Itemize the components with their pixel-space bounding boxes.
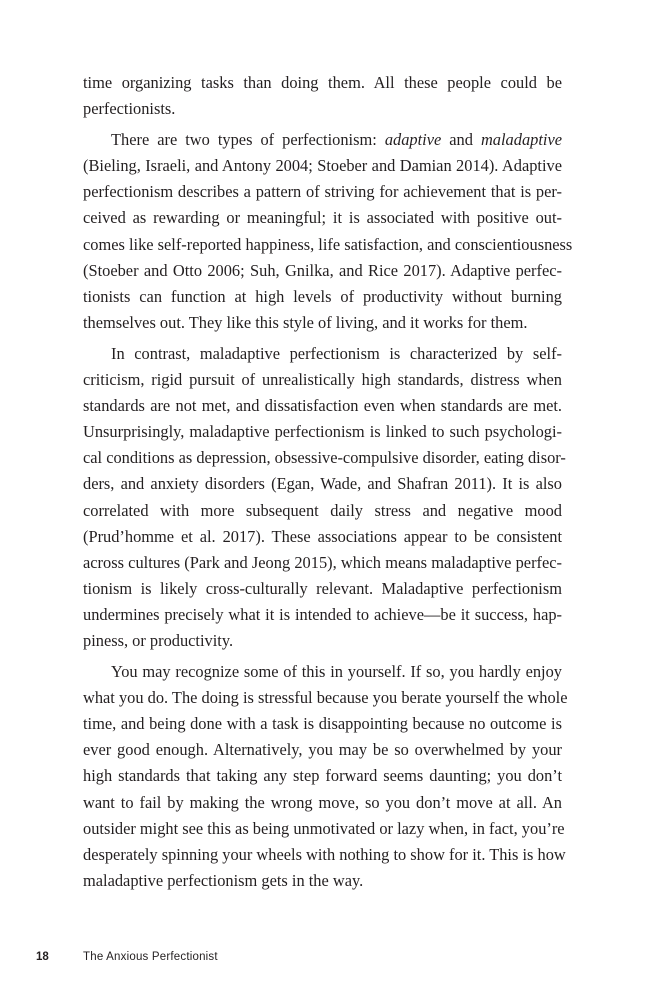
text-line: themselves out. They like this style of living, and it works for them. — [83, 312, 528, 332]
text-line: (Stoeber and Otto 2006; Suh, Gnilka, and Rice 2017). Adaptive perfec- — [83, 260, 562, 280]
text-line: what you do. The doing is stressful because you berate yourself the whole — [83, 688, 568, 708]
paragraph — [83, 70, 562, 122]
text-line: You may recognize some of this in yourself. If so, you hardly enjoy — [111, 662, 562, 682]
text-line: cal conditions as depression, obsessive-compulsive disorder, eating disor- — [83, 448, 566, 468]
body-text — [83, 70, 573, 899]
text-line: across cultures (Park and Jeong 2015), which means maladaptive perfec- — [83, 552, 562, 572]
text-line: time organizing tasks than doing them. All these people could be — [83, 73, 562, 92]
page-footer — [36, 951, 563, 967]
text-run: and — [441, 130, 481, 150]
text-line: criticism, rigid pursuit of unrealistically high standards, distress when — [83, 370, 562, 390]
text-line: perfectionism describes a pattern of striving for achievement that is per- — [83, 182, 562, 202]
text-line: ceived as rewarding or meaningful; it is associated with positive out- — [83, 208, 562, 228]
text-line: want to fail by making the wrong move, so you don’t move at all. An — [83, 792, 562, 812]
text-line: perfectionists. — [83, 99, 176, 119]
text-line: correlated with more subsequent daily stress and negative mood — [83, 500, 562, 520]
text-line: piness, or productivity. — [83, 630, 234, 650]
text-line: maladaptive perfectionism gets in the way. — [83, 870, 364, 890]
italic-term-adaptive: adaptive — [384, 130, 442, 150]
text-run: There are two types of perfectionism: — [111, 130, 385, 150]
text-line: (Prud’homme et al. 2017). These associations appear to be consistent — [83, 526, 562, 546]
text-line: ever good enough. Alternatively, you may be so overwhelmed by your — [83, 740, 562, 760]
running-title: The Anxious Perfectionist — [83, 951, 218, 963]
text-line: ders, and anxiety disorders (Egan, Wade, and Shafran 2011). It is also — [83, 474, 562, 494]
paragraph — [83, 659, 568, 894]
text-line: standards are not met, and dissatisfaction even when standards are met. — [83, 396, 562, 416]
text-line: high standards that taking any step forward seems daunting; you don’t — [83, 766, 562, 786]
text-line — [83, 127, 562, 153]
text-line: outsider might see this as being unmotivated or lazy when, in fact, you’re — [83, 818, 565, 838]
paragraph — [83, 127, 573, 336]
text-line: time, and being done with a task is disappointing because no outcome is — [83, 714, 562, 734]
italic-term-maladaptive: maladaptive — [480, 130, 562, 150]
text-line: tionism is likely cross-culturally relevant. Maladaptive perfectionism — [83, 578, 562, 598]
text-line: desperately spinning your wheels with nothing to show for it. This is how — [83, 844, 566, 864]
text-line: (Bieling, Israeli, and Antony 2004; Stoeber and Damian 2014). Adaptive — [83, 156, 562, 176]
text-line: tionists can function at high levels of productivity without burning — [83, 286, 562, 306]
text-line: comes like self-reported happiness, life satisfaction, and conscientiousness — [83, 234, 573, 254]
page-number: 18 — [36, 951, 49, 963]
paragraph — [83, 341, 566, 654]
text-line: undermines precisely what it is intended to achieve—be it success, hap- — [83, 604, 562, 624]
text-line: In contrast, maladaptive perfectionism is characterized by self- — [111, 343, 562, 363]
text-line: Unsurprisingly, maladaptive perfectionism is linked to such psychologi- — [83, 422, 562, 442]
